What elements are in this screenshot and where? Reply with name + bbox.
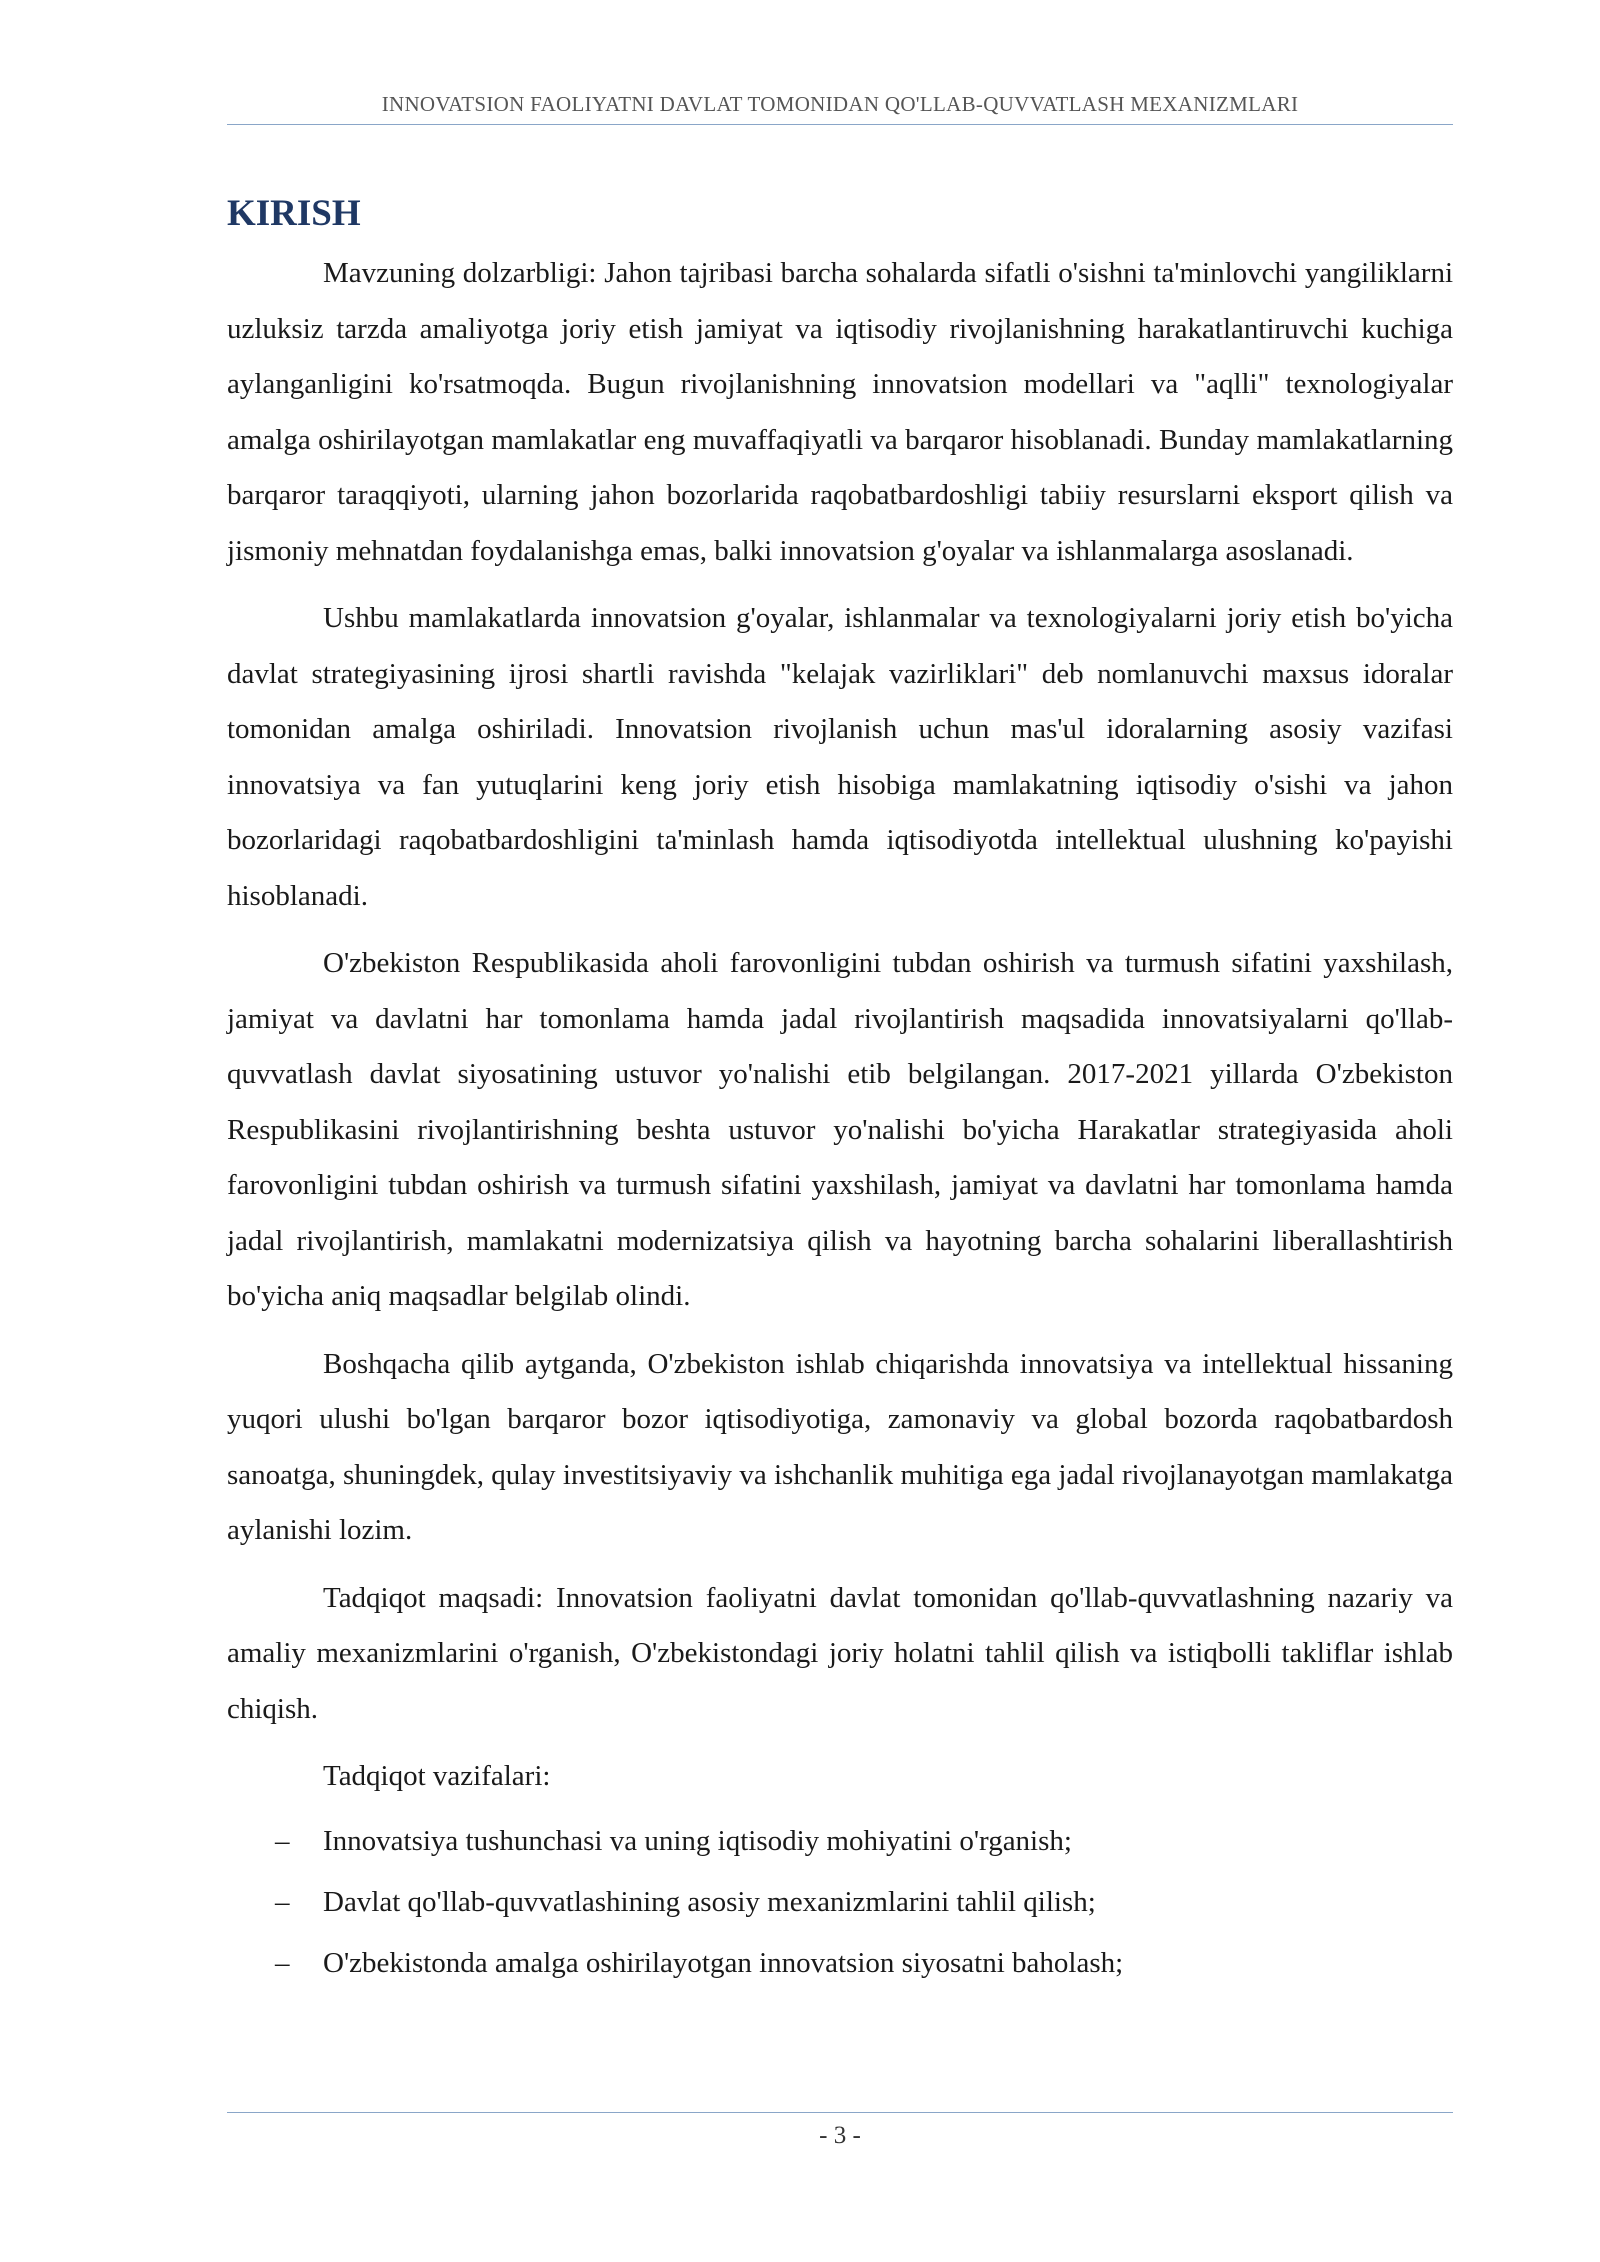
footer-divider bbox=[227, 2112, 1453, 2113]
paragraph-research-goal: Tadqiqot maqsadi: Innovatsion faoliyatni davlat tomonidan qo'llab-quvvatlashning nazariy va amaliy mexanizmlarini o'rganish, O'zbekistondagi joriy holatni tahlil qilish va istiqbolli takliflar ishlab chiqish. bbox=[227, 1581, 1453, 1725]
paragraph-ministries: Ushbu mamlakatlarda innovatsion g'oyalar, ishlanmalar va texnologiyalarni joriy etish bo'yicha davlat strategiyasining ijrosi shartli ravishda "kelajak vazirliklari" deb nomlanuvchi maxsus idoralar tomonidan amalga oshiriladi. Innovatsion rivojlanish uchun mas'ul idoralarning asosiy vazifasi innovatsiya va fan yutuqlarini keng joriy etish hisobiga mamlakatning iqtisodiy o'sishi va jahon bozorlaridagi raqobatbardoshligini ta'minlash hamda iqtisodiyotda intellektual ulushning ko'payishi hisoblanadi. bbox=[227, 602, 1453, 912]
task-text: O'zbekistonda amalga oshirilayotgan innovatsion siyosatni baholash; bbox=[323, 1946, 1124, 1979]
dash-bullet-icon: – bbox=[275, 1885, 290, 1918]
list-item bbox=[227, 1933, 1453, 1994]
dash-bullet-icon: – bbox=[275, 1946, 290, 1979]
running-header: INNOVATSION FAOLIYATNI DAVLAT TOMONIDAN QO'LLAB-QUVVATLASH MEXANIZMLARI bbox=[381, 92, 1299, 116]
paragraph-transformation: Boshqacha qilib aytganda, O'zbekiston ishlab chiqarishda innovatsiya va intellektual hissaning yuqori ulushi bo'lgan barqaror bozor iqtisodiyotiga, zamonaviy va global bozorda raqobatbardosh sanoatga, shuningdek, qulay investitsiyaviy va ishchanlik muhitiga ega jadal rivojlanayotgan mamlakatga aylanishi lozim. bbox=[227, 1347, 1453, 1546]
page-content bbox=[227, 192, 1453, 1994]
list-item bbox=[227, 1872, 1453, 1933]
tasks-list bbox=[227, 1811, 1453, 1994]
tasks-heading: Tadqiqot vazifalari: bbox=[323, 1760, 551, 1792]
paragraph-relevance: Mavzuning dolzarbligi: Jahon tajribasi barcha sohalarda sifatli o'sishni ta'minlovchi yangiliklarni uzluksiz tarzda amaliyotga joriy etish jamiyat va iqtisodiy rivojlanishning harakatlantiruvchi kuchiga aylanganligini ko'rsatmoqda. Bugun rivojlanishning innovatsion modellari va "aqlli" texnologiyalar amalga oshirilayotgan mamlakatlar eng muvaffaqiyatli va barqaror hisoblanadi. Bunday mamlakatlarning barqaror taraqqiyoti, ularning jahon bozorlarida raqobatbardoshligi tabiiy resurslarni eksport qilish va jismoniy mehnatdan foydalanishga emas, balki innovatsion g'oyalar va ishlanmalarga asoslanadi. bbox=[227, 257, 1453, 567]
dash-bullet-icon: – bbox=[275, 1824, 290, 1857]
page-number: - 3 - bbox=[819, 2122, 861, 2149]
section-title: KIRISH bbox=[227, 193, 361, 234]
header-divider bbox=[227, 124, 1453, 125]
task-text: Innovatsiya tushunchasi va uning iqtisodiy mohiyatini o'rganish; bbox=[323, 1824, 1072, 1857]
task-text: Davlat qo'llab-quvvatlashining asosiy mexanizmlarini tahlil qilish; bbox=[323, 1885, 1096, 1918]
list-item bbox=[227, 1811, 1453, 1872]
paragraph-uzbekistan-policy: O'zbekiston Respublikasida aholi farovonligini tubdan oshirish va turmush sifatini yaxshilash, jamiyat va davlatni har tomonlama hamda jadal rivojlantirish maqsadida innovatsiyalarni qo'llab-quvvatlash davlat siyosatining ustuvor yo'nalishi etib belgilangan. 2017-2021 yillarda O'zbekiston Respublikasini rivojlantirishning beshta ustuvor yo'nalishi bo'yicha Harakatlar strategiyasida aholi farovonligini tubdan oshirish va turmush sifatini yaxshilash, jamiyat va davlatni har tomonlama hamda jadal rivojlantirish, mamlakatni modernizatsiya qilish va hayotning barcha sohalarini liberallashtirish bo'yicha aniq maqsadlar belgilab olindi. bbox=[227, 947, 1453, 1312]
